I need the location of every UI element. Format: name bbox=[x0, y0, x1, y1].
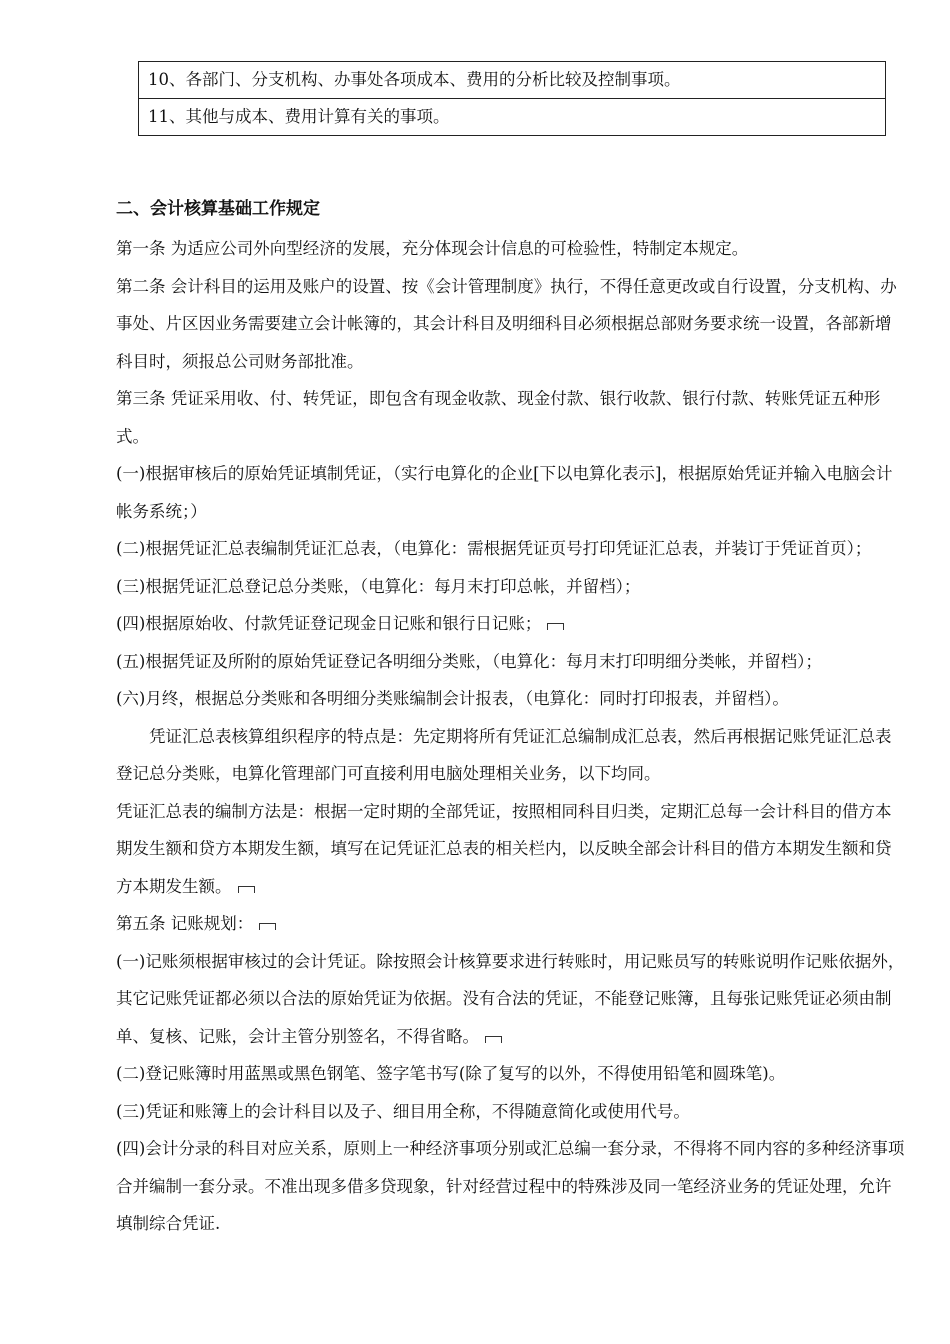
paragraph-text: 凭证汇总表的编制方法是：根据一定时期的全部凭证，按照相同科目归类，定期汇总每一会计科目的借方本期发生额和贷方本期发生额，填写在记凭证汇总表的相关栏内，以反映全部会计科目的借方本期发生额和贷方本期发生额。 bbox=[116, 801, 892, 896]
paragraph-article-1: 第一条 为适应公司外向型经济的发展，充分体现会计信息的可检验性，特制定本规定。 bbox=[116, 239, 749, 258]
paragraph-item-3: (三)根据凭证汇总登记总分类账，（电算化：每月末打印总帐，并留档）； bbox=[116, 576, 641, 596]
paragraph-item-1: (一)根据审核后的原始凭证填制凭证，（实行电算化的企业[下以电算化表示]，根据原始凭证并输入电脑会计帐务系统；） bbox=[116, 464, 893, 521]
paragraph-item-5: (五)根据凭证及所附的原始凭证登记各明细分类账，（电算化：每月末打印明细分类帐，并留档）； bbox=[116, 651, 822, 671]
table-cell: 11、其他与成本、费用计算有关的事项。 bbox=[139, 99, 886, 136]
paragraph-article-5 bbox=[116, 905, 906, 943]
table-row bbox=[139, 62, 886, 99]
paragraph-summary-method bbox=[116, 793, 906, 906]
paragraph-article-3: 第三条 凭证采用收、付、转凭证，即包含有现金收款、现金付款、银行收款、银行付款、转账凭证五种形式。 bbox=[116, 389, 881, 446]
paragraph-rule-4: (四)会计分录的科目对应关系，原则上一种经济事项分别或汇总编一套分录，不得将不同内容的多种经济事项合并编制一套分录。不准出现多借多贷现象，针对经营过程中的特殊涉及同一笔经济业务的凭证处理，允许填制综合凭证. bbox=[116, 1139, 905, 1233]
section-heading: 二、会计核算基础工作规定 bbox=[116, 199, 320, 219]
paragraph-article-2: 第二条 会计科目的运用及账户的设置、按《会计管理制度》执行，不得任意更改或自行设置，分支机构、办事处、片区因业务需要建立会计帐簿的，其会计科目及明细科目必须根据总部财务要求统一设置，各部新增科目时，须报总公司财务部批准。 bbox=[116, 276, 897, 371]
edit-mark-icon bbox=[238, 886, 255, 893]
paragraph-item-2: (二)根据凭证汇总表编制凭证汇总表，（电算化：需根据凭证页号打印凭证汇总表，并装订于凭证首页）； bbox=[116, 539, 872, 558]
paragraph-item-6: (六)月终，根据总分类账和各明细分类账编制会计报表，（电算化：同时打印报表，并留档）。 bbox=[116, 689, 789, 708]
table-row bbox=[139, 99, 886, 136]
edit-mark-icon bbox=[259, 923, 276, 930]
paragraph-text: 第五条 记账规划： bbox=[116, 914, 254, 933]
paragraph-rule-1 bbox=[116, 943, 906, 1056]
edit-mark-icon bbox=[547, 623, 564, 630]
document-body bbox=[116, 230, 906, 1243]
edit-mark-icon bbox=[485, 1036, 502, 1043]
cost-items-table bbox=[138, 61, 886, 136]
paragraph-text: (一)记账须根据审核过的会计凭证。除按照会计核算要求进行转账时，用记账员写的转账说明作记账依据外，其它记账凭证都必须以合法的原始凭证为依据。没有合法的凭证，不能登记账簿，且每张记账凭证必须由制单、复核、记账，会计主管分别签名，不得省略。 bbox=[116, 951, 905, 1046]
paragraph-text: (四)根据原始收、付款凭证登记现金日记账和银行日记账； bbox=[116, 614, 542, 633]
table-cell: 10、各部门、分支机构、办事处各项成本、费用的分析比较及控制事项。 bbox=[139, 62, 886, 99]
paragraph-summary-features: 凭证汇总表核算组织程序的特点是：先定期将所有凭证汇总编制成汇总表，然后再根据记账凭证汇总表登记总分类账，电算化管理部门可直接利用电脑处理相关业务，以下均同。 bbox=[116, 726, 892, 783]
paragraph-rule-3: (三)凭证和账簿上的会计科目以及子、细目用全称，不得随意简化或使用代号。 bbox=[116, 1101, 690, 1121]
paragraph-item-4 bbox=[116, 605, 906, 643]
paragraph-rule-2: (二)登记账簿时用蓝黑或黑色钢笔、签字笔书写(除了复写的以外，不得使用铅笔和圆珠笔)。 bbox=[116, 1064, 786, 1083]
